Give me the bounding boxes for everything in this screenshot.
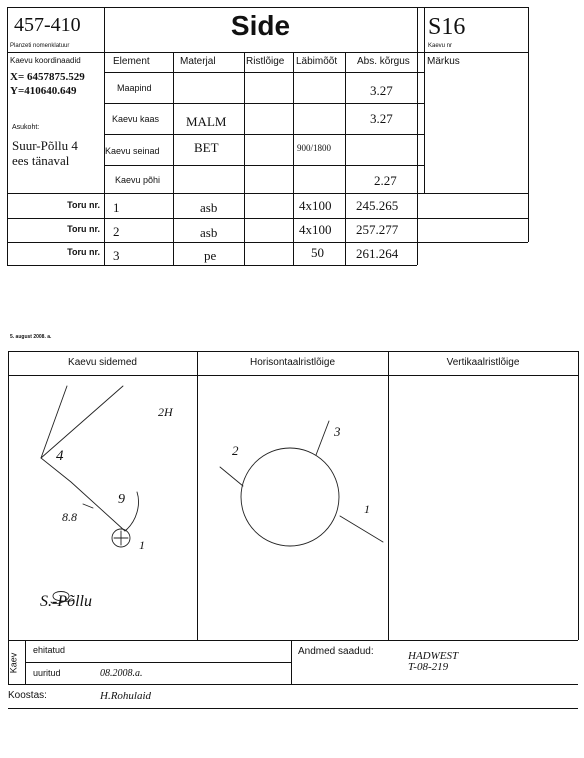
sketch-pipe-label-two: 2 <box>232 443 239 458</box>
nomenclature-label: Planzeti nomenklatuur <box>10 43 70 49</box>
horizontal-section-sketch <box>198 376 387 639</box>
nomenclature-number: 457-410 <box>14 14 81 36</box>
coord-x: X= 6457875.529 <box>10 71 85 83</box>
sketch-pipe-line <box>220 467 243 486</box>
sketch-label-street: S.-Põllu <box>40 593 92 610</box>
sketch-well-circle <box>241 448 339 546</box>
location-line2: ees tänaval <box>12 153 70 168</box>
col-title-connections: Kaevu sidemed <box>68 357 137 368</box>
sketch-line <box>41 386 125 531</box>
surveyed-value: 08.2008.a. <box>100 668 143 679</box>
pipe-label: Toru nr. <box>67 247 100 257</box>
row-diameter: 900/1800 <box>297 143 332 153</box>
pipe-abs-height: 257.277 <box>356 222 399 237</box>
col-title-vertical: Vertikaalristlõige <box>446 357 520 368</box>
location-label: Asukoht: <box>12 124 40 131</box>
pipe-diameter: 4x100 <box>299 222 332 237</box>
pipe-abs-height: 245.265 <box>356 198 399 213</box>
row-element: Kaevu põhi <box>115 175 161 185</box>
sketch-label-nine: 9 <box>118 492 125 507</box>
row-abs-height: 3.27 <box>370 111 393 126</box>
sketch-line <box>41 386 123 458</box>
pipe-label: Toru nr. <box>67 224 100 234</box>
data-source-label: Andmed saadud: <box>298 646 374 657</box>
sketch-label-zone: 2H <box>158 405 173 419</box>
sketch-pipe-label-one: 1 <box>364 502 370 516</box>
data-source-reference: T-08-219 <box>408 661 449 673</box>
sketch-label-one: 1 <box>139 538 145 552</box>
header-diameter: Läbimõõt <box>296 56 338 67</box>
data-source-value: HADWEST <box>408 650 459 662</box>
coords-label: Kaevu koordinaadid <box>10 56 81 65</box>
sketch-line <box>125 492 139 531</box>
header-cross-section: Ristlõige <box>246 56 285 67</box>
sketch-pipe-line <box>340 516 383 542</box>
col-title-horizontal: Horisontaalristlõige <box>249 357 336 368</box>
pipe-number: 2 <box>113 224 120 239</box>
page-title: Side <box>230 10 291 41</box>
location-line1: Suur-Põllu 4 <box>12 138 78 153</box>
date-note: 5. august 2008. a. <box>10 334 52 340</box>
well-number-label: Kaevu nr <box>428 43 453 49</box>
row-material: BET <box>194 140 219 155</box>
header-abs-height: Abs. kõrgus <box>357 56 410 67</box>
row-material: MALM <box>186 114 227 129</box>
row-abs-height: 2.27 <box>374 173 397 188</box>
sketch-label-distance: 8.8 <box>62 510 77 524</box>
pipe-material: pe <box>204 248 217 263</box>
row-element: Kaevu seinad <box>105 146 160 156</box>
sketch-line <box>83 504 93 508</box>
pipe-material: asb <box>200 225 218 240</box>
well-vertical-label: Kaev <box>8 652 19 674</box>
sketch-label-four: 4 <box>56 448 64 464</box>
pipe-abs-height: 261.264 <box>356 246 399 261</box>
pipe-material: asb <box>200 200 218 215</box>
sketch-pipe-label-three: 3 <box>334 424 341 439</box>
pipe-number: 1 <box>113 200 120 215</box>
coord-y: Y=410640.649 <box>10 85 77 97</box>
row-element: Maapind <box>117 83 152 93</box>
pipe-number: 3 <box>113 248 120 263</box>
pipe-diameter: 4x100 <box>299 198 332 213</box>
row-abs-height: 3.27 <box>370 83 393 98</box>
pipe-label: Toru nr. <box>67 200 100 210</box>
author-value: H.Rohulaid <box>100 690 152 702</box>
surveyed-label: uuritud <box>33 668 61 678</box>
row-element: Kaevu kaas <box>112 114 160 124</box>
pipe-diameter: 50 <box>311 245 324 260</box>
sketch-line <box>114 531 128 545</box>
header-notes: Märkus <box>427 56 460 67</box>
author-label: Koostas: <box>8 690 47 701</box>
header-element: Element <box>113 56 150 67</box>
well-number: S16 <box>428 14 466 40</box>
header-material: Materjal <box>180 56 216 67</box>
sketch-pipe-line <box>316 421 329 455</box>
built-label: ehitatud <box>33 645 66 655</box>
